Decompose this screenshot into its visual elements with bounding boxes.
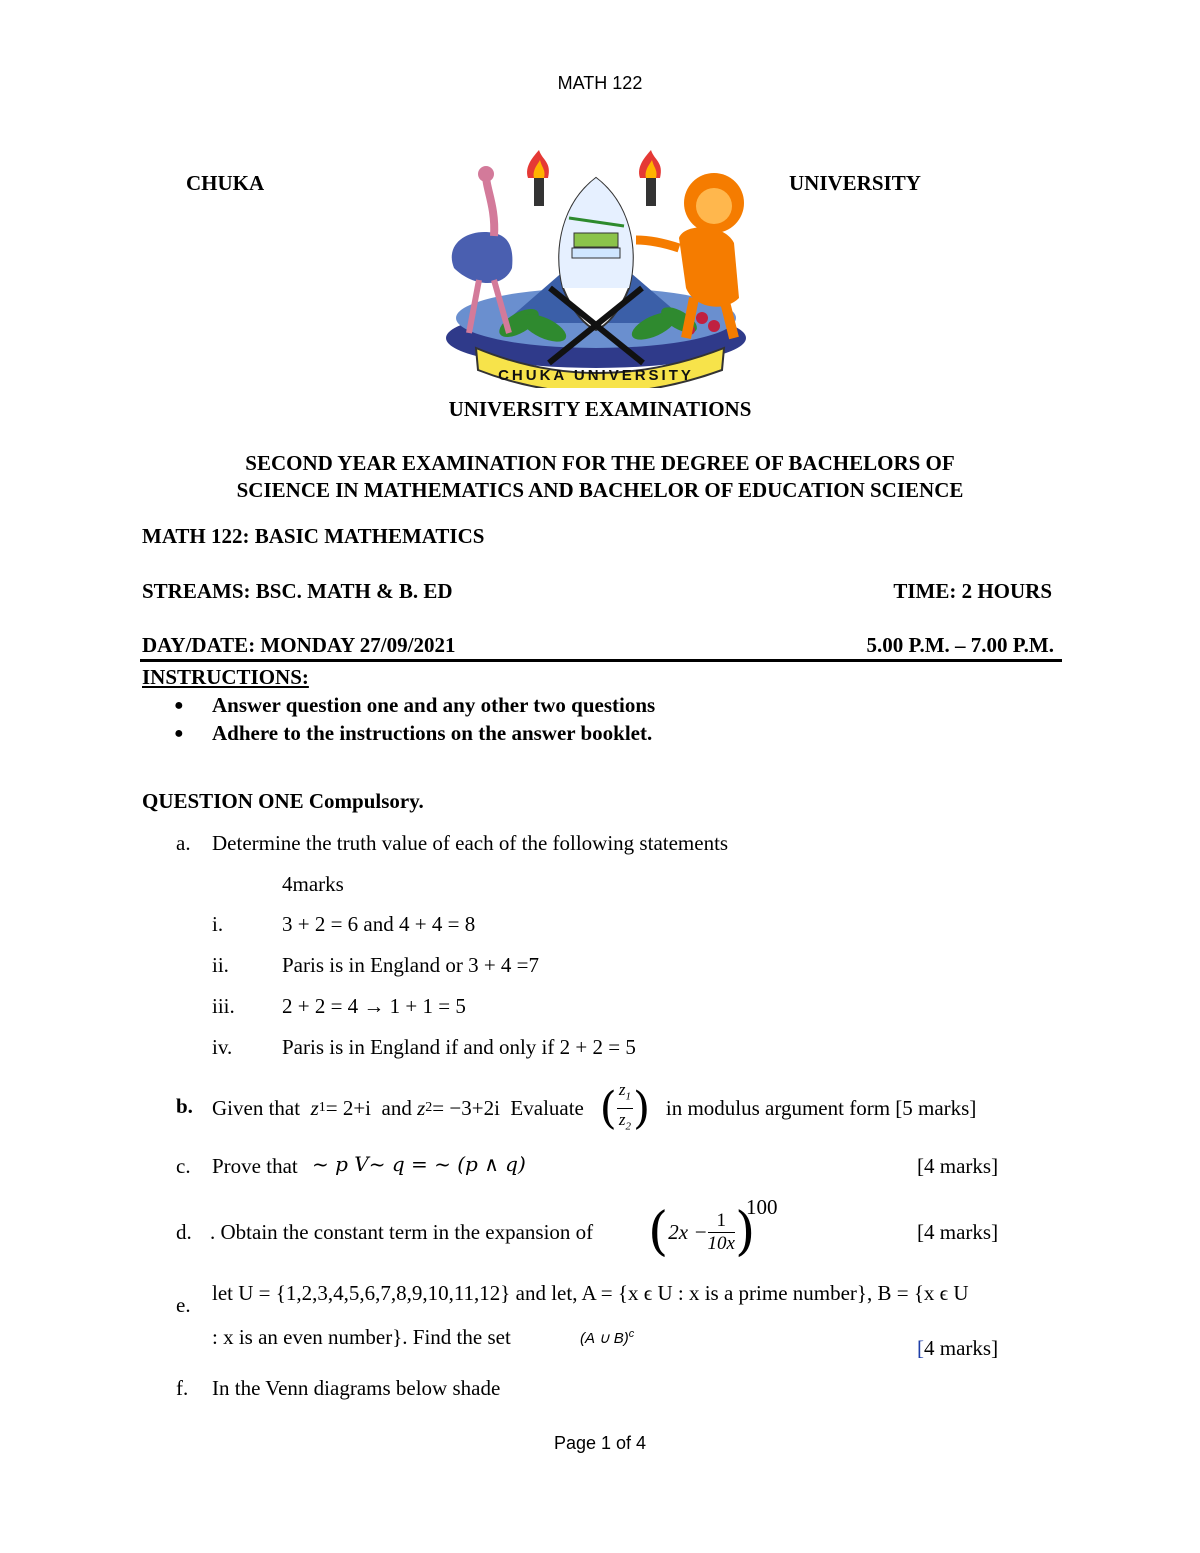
part-b-evaluate: Evaluate xyxy=(510,1095,584,1120)
part-a-text: Determine the truth value of each of the following statements xyxy=(212,831,729,855)
exam-heading: UNIVERSITY EXAMINATIONS xyxy=(448,397,752,421)
bullet-icon: ● xyxy=(174,725,184,742)
part-b-given: Given that xyxy=(212,1095,301,1120)
part-a-item-text: 2 + 2 = 4 → 1 + 1 = 5 xyxy=(282,994,466,1018)
instructions-heading: INSTRUCTIONS: xyxy=(142,665,309,689)
z2-subscript: 2 xyxy=(425,1100,433,1115)
part-e-marks xyxy=(917,1336,998,1361)
part-c-expression: ~ p V~ q = ~ (p ∧ q) xyxy=(312,1152,526,1176)
instruction-item-2: Adhere to the instructions on the answer booklet. xyxy=(212,721,653,745)
frac-num-z: z xyxy=(618,1080,626,1100)
part-a-item-label: iv. xyxy=(212,1035,233,1059)
part-b-line xyxy=(212,1082,976,1134)
course-title: MATH 122: BASIC MATHEMATICS xyxy=(142,524,485,548)
part-c-marks: [4 marks] xyxy=(917,1154,999,1178)
z1-subscript: 1 xyxy=(318,1100,326,1115)
set-expr: (A ∪ B) xyxy=(580,1330,629,1347)
frac-den-z: z xyxy=(618,1109,626,1129)
part-a-item-text: Paris is in England if and only if 2 + 2 = 5 xyxy=(282,1035,636,1059)
z1-value: = 2+i xyxy=(325,1095,372,1120)
frac-den-sub: 2 xyxy=(625,1119,631,1132)
header-rule xyxy=(140,659,1062,662)
part-a-item-label: ii. xyxy=(212,953,229,977)
set-complement: c xyxy=(628,1328,635,1340)
part-e-set-expression xyxy=(580,1328,634,1347)
frac-num-sub: 1 xyxy=(625,1090,631,1103)
part-e-line-2: : x is an even number}. Find the set xyxy=(212,1325,511,1349)
part-f-text: In the Venn diagrams below shade xyxy=(212,1376,501,1400)
part-f-label: f. xyxy=(176,1376,189,1400)
part-d-text: . Obtain the constant term in the expansion of xyxy=(210,1220,594,1244)
part-b-label: b. xyxy=(176,1094,193,1118)
degree-line-2: SCIENCE IN MATHEMATICS AND BACHELOR OF EDUCATION SCIENCE xyxy=(236,478,964,502)
logo-ribbon-text: CHUKA UNIVERSITY xyxy=(498,367,694,384)
part-d-expression xyxy=(648,1200,755,1264)
one-over-10x-fraction xyxy=(708,1210,735,1255)
left-paren: ( xyxy=(648,1202,669,1262)
university-name-left: CHUKA xyxy=(186,171,265,195)
z-ratio-fraction xyxy=(617,1079,633,1137)
right-paren: ) xyxy=(632,1082,651,1134)
marks-bracket: [ xyxy=(917,1336,924,1360)
frac-num: 1 xyxy=(708,1210,735,1233)
part-e-line-1: let U = {1,2,3,4,5,6,7,8,9,10,11,12} and let, A = {x ϵ U : x is a prime number}, B = {x ϵ U xyxy=(212,1281,969,1305)
part-a-item-text: 3 + 2 = 6 and 4 + 4 = 8 xyxy=(282,912,476,936)
university-crest-logo xyxy=(424,148,769,388)
day-date: DAY/DATE: MONDAY 27/09/2021 xyxy=(142,633,456,657)
exam-time: TIME: 2 HOURS xyxy=(893,579,1052,603)
right-paren: ) xyxy=(734,1202,756,1262)
question-one-heading: QUESTION ONE Compulsory. xyxy=(142,789,424,813)
z2-symbol: z xyxy=(417,1095,426,1120)
part-a-label: a. xyxy=(176,831,191,855)
part-c-label: c. xyxy=(176,1154,191,1178)
part-c-text: Prove that xyxy=(212,1154,298,1178)
degree-line-1: SECOND YEAR EXAMINATION FOR THE DEGREE OF BACHELORS OF xyxy=(245,451,955,475)
expr-left: 2x − xyxy=(668,1219,708,1244)
left-paren: ( xyxy=(599,1082,617,1134)
exam-hours: 5.00 P.M. – 7.00 P.M. xyxy=(866,633,1054,657)
part-b-tail: in modulus argument form [5 marks] xyxy=(665,1095,977,1120)
part-a-item-label: i. xyxy=(212,912,224,936)
streams: STREAMS: BSC. MATH & B. ED xyxy=(142,579,453,603)
part-d-marks: [4 marks] xyxy=(917,1220,999,1244)
z2-value: = −3+2i xyxy=(432,1095,500,1120)
university-name-right: UNIVERSITY xyxy=(789,171,921,195)
page-footer: Page 1 of 4 xyxy=(553,1433,647,1453)
part-e-label: e. xyxy=(176,1293,191,1317)
marks-text: 4 marks] xyxy=(924,1336,999,1360)
frac-den: 10x xyxy=(707,1232,735,1254)
part-b-and: and xyxy=(381,1095,412,1120)
part-a-item-label: iii. xyxy=(212,994,235,1018)
part-d-power: 100 xyxy=(746,1195,778,1219)
instruction-item-1: Answer question one and any other two questions xyxy=(212,693,656,717)
part-a-marks: 4marks xyxy=(282,872,344,896)
part-a-item-text: Paris is in England or 3 + 4 =7 xyxy=(282,953,540,977)
running-header: MATH 122 xyxy=(557,73,643,93)
part-d-label: d. xyxy=(176,1220,192,1244)
z1-symbol: z xyxy=(310,1095,319,1120)
bullet-icon: ● xyxy=(174,697,184,714)
